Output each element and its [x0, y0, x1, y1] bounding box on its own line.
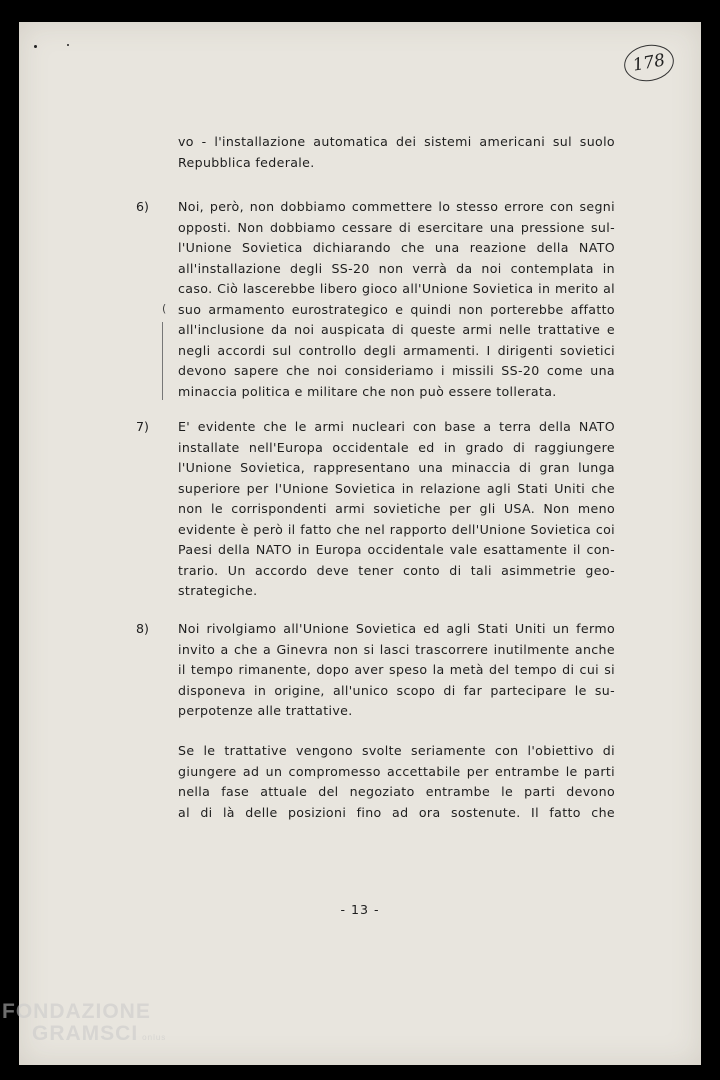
fondazione-gramsci-watermark	[2, 1000, 166, 1046]
closing-paragraph	[178, 741, 615, 823]
watermark-line2: GRAMSCI	[32, 1022, 139, 1045]
text-line: Se le trattative vengono svolte seriamente con l'obiettivo di	[178, 743, 615, 758]
text-line: E' evidente che le armi nucleari con base a terra della NATO	[178, 419, 615, 434]
text-line: caso. Ciò lascerebbe libero gioco all'Unione Sovietica in merito al	[178, 281, 615, 296]
margin-bracket-top-mark: (	[162, 302, 167, 315]
document-page	[19, 22, 701, 1065]
scan-speck	[34, 45, 37, 48]
page-number: - 13 -	[340, 902, 380, 917]
text-line: vo - l'installazione automatica dei sistemi americani sul suolo	[178, 134, 615, 149]
text-line: suo armamento eurostrategico e quindi non porterebbe affatto	[178, 301, 615, 317]
text-line: al di là delle posizioni fino ad ora sostenute. Il fatto che	[178, 804, 615, 820]
text-line: invito a che a Ginevra non si lasci trascorrere inutilmente anche	[178, 641, 615, 657]
text-line: perpotenze alle trattative.	[178, 703, 353, 718]
paragraph-number: 7)	[136, 419, 149, 434]
text-line: Noi, però, non dobbiamo commettere lo stesso errore con segni	[178, 199, 615, 214]
text-line: all'installazione degli SS-20 non verrà da noi contemplata in	[178, 260, 615, 276]
text-line: negli accordi sul controllo degli armamenti. I dirigenti sovietici	[178, 342, 615, 358]
text-line: trario. Un accordo deve tener conto di tali asimmetrie geo-	[178, 562, 615, 578]
text-line: non le corrispondenti armi sovietiche per gli USA. Non meno	[178, 501, 615, 516]
text-line: giungere ad un compromesso accettabile per entrambe le parti	[178, 763, 615, 779]
paragraph-8	[178, 619, 615, 722]
text-line: l'Unione Sovietica dichiarando che una reazione della NATO	[178, 240, 615, 255]
watermark-line1: FONDAZIONE	[2, 1000, 151, 1023]
text-line: opposti. Non dobbiamo cessare di esercitare una pressione sul-	[178, 219, 615, 235]
text-line: Repubblica federale.	[178, 154, 315, 170]
text-line: strategiche.	[178, 583, 258, 598]
text-line: Noi rivolgiamo all'Unione Sovietica ed agli Stati Uniti un fermo	[178, 621, 615, 636]
text-line: il tempo rimanente, dopo aver speso la metà del tempo di cui si	[178, 662, 615, 677]
paragraph-7	[178, 417, 615, 602]
paragraph-6	[178, 197, 615, 402]
text-line: l'Unione Sovietica, rappresentano una minaccia di gran lunga	[178, 460, 615, 475]
text-line: Paesi della NATO in Europa occidentale vale esattamente il con-	[178, 542, 615, 557]
scan-speck	[67, 44, 69, 46]
text-line: evidente è però il fatto che nel rapporto dell'Unione Sovietica coi	[178, 521, 615, 537]
text-line: installate nell'Europa occidentale ed in grado di raggiungere	[178, 439, 615, 455]
text-line: all'inclusione da noi auspicata di queste armi nelle trattative e	[178, 322, 615, 337]
text-line: minaccia politica e militare che non può essere tollerata.	[178, 383, 557, 399]
archive-page-stamp	[621, 41, 676, 85]
text-line: superiore per l'Unione Sovietica in relazione agli Stati Uniti che	[178, 480, 615, 496]
stamp-number: 178	[631, 50, 667, 76]
text-line: nella fase attuale del negoziato entrambe le parti devono	[178, 784, 615, 799]
text-line: devono sapere che noi consideriamo i missili SS-20 come una	[178, 363, 615, 378]
text-line: disponeva in origine, all'unico scopo di far partecipare le su-	[178, 682, 615, 698]
margin-bracket-line-mark	[162, 322, 163, 400]
paragraph-number: 8)	[136, 621, 149, 636]
intro-paragraph	[178, 132, 615, 173]
paragraph-number: 6)	[136, 199, 149, 214]
watermark-suffix: onlus	[142, 1033, 167, 1042]
